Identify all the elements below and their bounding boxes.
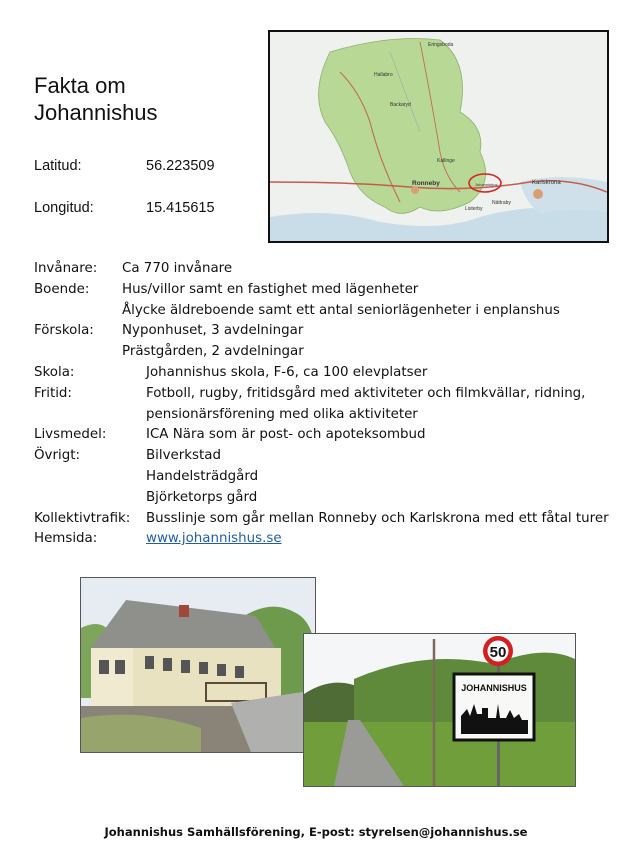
speed-limit-value: 50 — [489, 644, 507, 661]
footer-contact: Johannishus Samhällsförening, E-post: styrelsen@johannishus.se — [104, 825, 528, 839]
fact-label: Fritid: — [34, 385, 72, 401]
fact-value: Fotboll, rugby, fritidsgård med aktiviteter och filmkvällar, ridning, — [146, 385, 586, 401]
fact-label: Övrigt: — [34, 448, 80, 464]
map-label-eringsboda: Eringsboda — [428, 42, 454, 48]
website-link[interactable]: www.johannishus.se — [146, 531, 282, 547]
map-label-ronneby: Ronneby — [412, 180, 440, 187]
fact-label: Förskola: — [34, 323, 94, 339]
fact-value: Bilverkstad — [146, 448, 221, 464]
fact-label: Skola: — [34, 365, 75, 380]
map-label-kallinge: Kallinge — [437, 158, 455, 164]
map-label-listerby: Listerby — [465, 206, 483, 212]
fact-value: Busslinje som går mellan Ronneby och Karlskrona med ett fåtal turer — [146, 510, 609, 526]
fact-value: Ca 770 invånare — [122, 261, 233, 276]
longitude-label: Longitud: — [34, 200, 94, 216]
area-map — [268, 30, 609, 243]
title-line-1: Fakta om — [34, 73, 126, 98]
title-line-2: Johannishus — [34, 100, 158, 125]
map-label-hallabro: Hallabro — [374, 72, 393, 78]
fact-label: Livsmedel: — [34, 427, 107, 443]
map-graphic — [270, 32, 607, 241]
fact-label: Boende: — [34, 281, 90, 297]
fact-value: Handelsträdgård — [146, 468, 259, 484]
map-label-karlskrona: Karlskrona — [532, 180, 561, 186]
longitude-value: 15.415615 — [146, 200, 215, 216]
fact-label: Kollektivtrafik: — [34, 510, 131, 526]
map-label-backaryd: Backaryd — [390, 102, 411, 108]
fact-value: Nyponhuset, 3 avdelningar — [122, 323, 304, 339]
road-sign-photo — [303, 633, 576, 787]
page-title — [34, 72, 158, 126]
latitude-value: 56.223509 — [146, 158, 215, 174]
map-label-johannishus: Johannishus — [475, 182, 498, 187]
fact-value: ICA Nära som är post- och apoteksombud — [146, 427, 426, 443]
fact-value: Hus/villor samt en fastighet med lägenheter — [122, 281, 419, 297]
house-photo — [80, 577, 316, 753]
fact-value: Björketorps gård — [146, 489, 258, 505]
map-label-nattraby: Nättraby — [492, 200, 511, 206]
town-sign-name: JOHANNISHUS — [461, 683, 527, 693]
fact-value: pensionärsförening med olika aktiviteter — [146, 406, 418, 422]
fact-label: Hemsida: — [34, 531, 98, 547]
fact-label: Invånare: — [34, 261, 98, 276]
latitude-label: Latitud: — [34, 158, 82, 174]
fact-value: Johannishus skola, F-6, ca 100 elevplatser — [146, 365, 428, 380]
fact-value: Prästgården, 2 avdelningar — [122, 344, 304, 360]
fact-value: Ålycke äldreboende samt ett antal seniorlägenheter i enplanshus — [122, 302, 560, 318]
